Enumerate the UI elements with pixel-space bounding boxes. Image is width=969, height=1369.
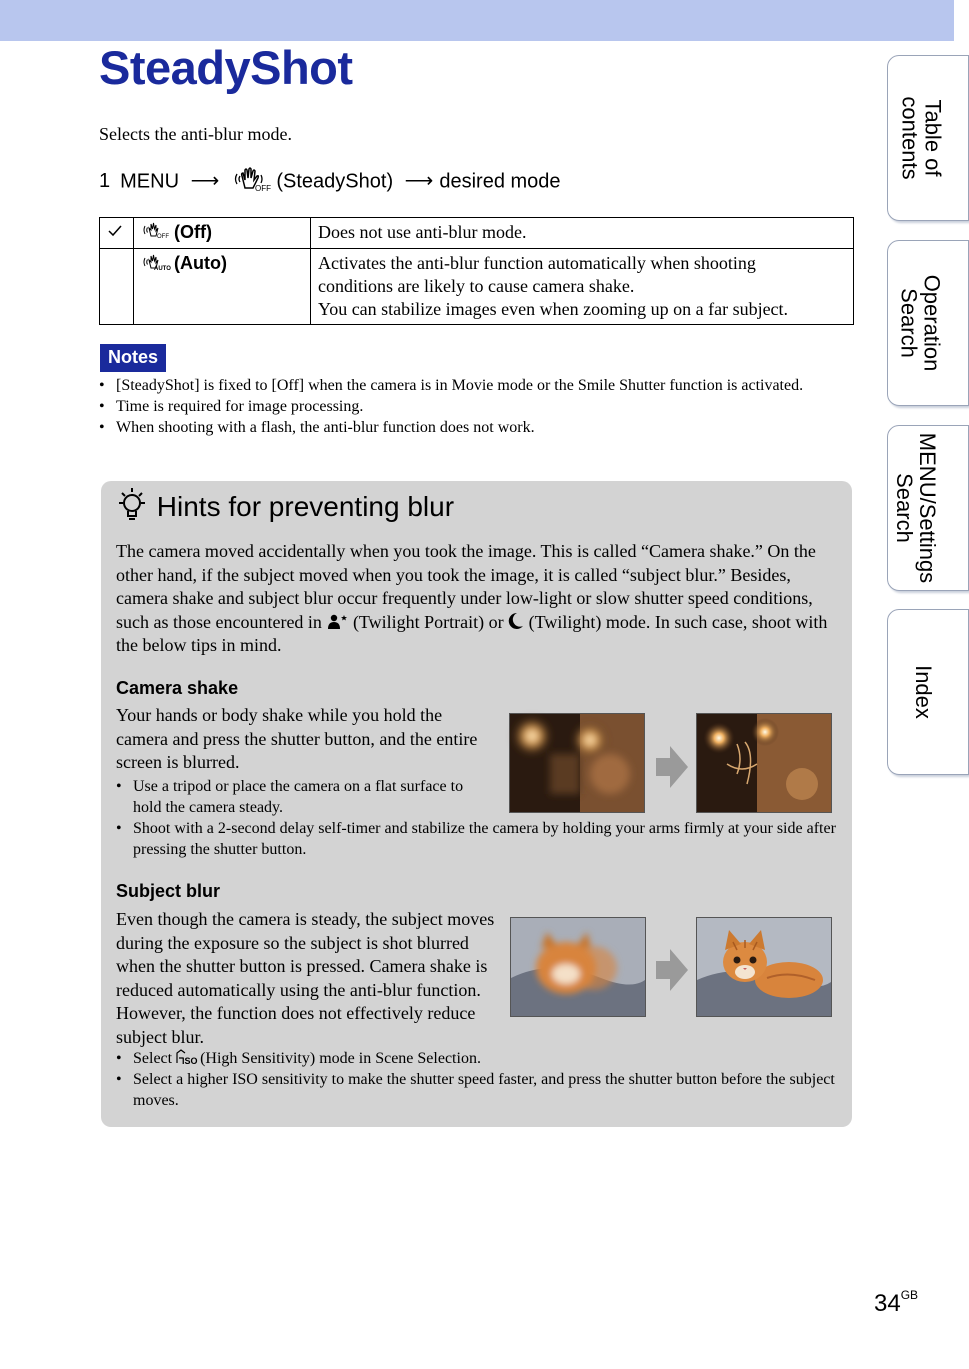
mode-name-cell (134, 218, 311, 249)
hints-title (115, 486, 454, 524)
step-menu: MENU (120, 170, 180, 193)
blurred-cat-photo (510, 917, 646, 1017)
hints-intro: The camera moved accidentally when you took the image. This is called “Camera shake.” On the other hand, if the subject moved when you took the image, it is called “subject blur.” Besides, camera shake and subject blur occur frequently under low-light or slow shutter speed conditions, such as those encountered in (Twilight Portrait) or (Twilight) mode. In such case, shoot with the below tips in mind. (116, 541, 828, 655)
mode-desc-line: You can stabilize images even when zooming up on a far subject. (318, 299, 789, 320)
header-band (0, 0, 954, 41)
step-target: desired mode (439, 170, 561, 193)
mode-desc-cell (311, 249, 854, 325)
default-check-cell (100, 218, 134, 249)
twilight-icon (508, 612, 524, 632)
subject-blur-heading: Subject blur (116, 881, 221, 901)
arrow-right-icon (656, 746, 688, 788)
hints-title-text: Hints for preventing blur (156, 491, 455, 522)
mode-desc-line: Activates the anti-blur function automatically when shooting (318, 253, 756, 274)
list-item: • Select a higher ISO sensitivity to make the shutter speed faster, and press the shutter button before the subject moves. (116, 1069, 836, 1111)
subject-blur-text: Even though the camera is steady, the subject moves during the exposure so the subject is shot blurred when the shutter button is pressed. Camera shake is reduced automatically using the anti-blur function. However, the function does not effectively reduce subject blur. (116, 909, 495, 1047)
tab-index[interactable]: Index (887, 609, 969, 775)
lightbulb-icon (115, 491, 157, 522)
steadyshot-off-icon (141, 221, 169, 245)
menu-step (99, 166, 561, 198)
svg-text:AUTO: AUTO (154, 265, 171, 272)
svg-text:OFF: OFF (157, 234, 169, 241)
twilight-portrait-icon (326, 612, 348, 632)
steadyshot-icon (231, 166, 271, 198)
list-item: • Use a tripod or place the camera on a flat surface to hold the camera steady. (116, 776, 493, 818)
tab-menu-settings-search[interactable]: MENU/Settings Search (887, 425, 969, 591)
high-sensitivity-icon (176, 1050, 196, 1067)
tab-table-of-contents[interactable]: Table of contents (887, 55, 969, 221)
steadyshot-auto-icon (141, 253, 169, 277)
mode-name: (Off) (174, 222, 212, 242)
arrow-right-icon: ⟶ (404, 170, 434, 193)
step-item: (SteadyShot) (276, 170, 394, 193)
mode-name-cell (134, 249, 311, 325)
list-item: • Select ISO (High Sensitivity) mode in Scene Selection. (116, 1048, 836, 1069)
subject-blur-tips (116, 1048, 836, 1111)
arrow-right-icon (656, 949, 688, 991)
tab-operation-search[interactable]: Operation Search (887, 240, 969, 406)
blurred-photo (509, 713, 645, 813)
list-item: • [SteadyShot] is fixed to [Off] when the camera is in Movie mode or the Smile Shutter function is activated. (99, 375, 819, 396)
mode-desc-line: Does not use anti-blur mode. (318, 222, 527, 242)
step-number: 1 (99, 170, 111, 193)
hints-box (101, 481, 852, 1127)
list-item: • When shooting with a flash, the anti-blur function does not work. (99, 417, 819, 438)
page-number: $34^{GB}$ (874, 1288, 919, 1317)
mode-name: (Auto) (174, 253, 227, 274)
camera-shake-text: Your hands or body shake while you hold the camera and press the shutter button, and the entire screen is blurred. (116, 705, 478, 772)
notes-list (99, 375, 819, 438)
check-cell (100, 249, 134, 325)
table-row (100, 218, 854, 249)
sharp-cat-photo (696, 917, 832, 1017)
checkmark-icon (107, 222, 123, 242)
arrow-right-icon: ⟶ (190, 170, 220, 193)
mode-table (99, 217, 854, 325)
intro-text: Selects the anti-blur mode. (99, 124, 292, 144)
mode-desc-line: conditions are likely to cause camera shake. (318, 276, 635, 297)
svg-text:OFF: OFF (254, 184, 271, 193)
notes-label: Notes (100, 344, 166, 372)
page-title: SteadyShot (99, 41, 353, 94)
camera-shake-heading: Camera shake (116, 678, 239, 698)
svg-text:ISO: ISO (182, 1056, 198, 1066)
list-item: • Time is required for image processing. (99, 396, 819, 417)
list-item: • Shoot with a 2-second delay self-timer and stabilize the camera by holding your arms firmly at your side after pressing the shutter button. (116, 818, 836, 860)
sharp-photo (696, 713, 832, 813)
mode-desc-cell (311, 218, 854, 249)
table-row (100, 249, 854, 325)
